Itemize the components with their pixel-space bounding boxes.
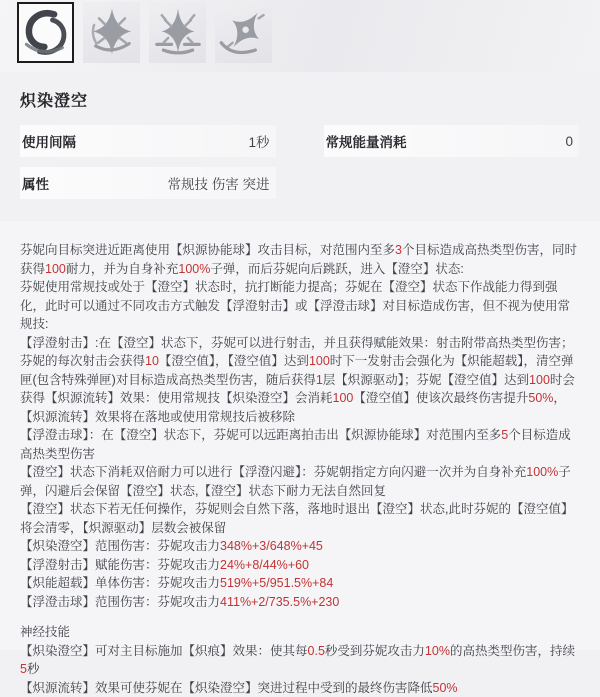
neural-paragraph: 【炽源流转】效果可使芬妮在【炽染澄空】突进过程中受到的最终伤害降低50%	[20, 679, 580, 697]
energy-label: 常规能量消耗	[326, 131, 407, 151]
skill-tabs	[0, 0, 600, 72]
shuriken-star-skill-icon	[218, 7, 270, 59]
description-paragraph: 【澄空】状态下若无任何操作，芬妮则会自然下落，落地时退出【澄空】状态,此时芬妮的【澄空值】将会清零，【炽源驱动】层数会被保留	[20, 500, 580, 537]
stats-right-column	[324, 125, 580, 209]
skill-tab-1[interactable]	[17, 2, 74, 63]
interval-value: 1秒	[248, 131, 269, 151]
neural-skills-header: 神经技能	[20, 623, 580, 642]
skill-title: 炽染澄空	[20, 88, 600, 111]
energy-value: 0	[565, 134, 573, 149]
interval-label: 使用间隔	[22, 131, 76, 151]
stat-row-attribute	[20, 167, 276, 199]
description-paragraph: 【炽染澄空】范围伤害：芬妮攻击力348%+3/648%+45	[20, 537, 580, 556]
neural-skills-description	[20, 642, 580, 697]
description-paragraph: 【澄空】状态下消耗双倍耐力可以进行【浮澄闪避】：芬妮朝指定方向闪避一次并为自身补充100%子弹，闪避后会保留【澄空】状态,【澄空】状态下耐力无法自然回复	[20, 463, 580, 500]
neural-paragraph: 【炽染澄空】可对主目标施加【炽痕】效果：使其每0.5秒受到芬妮攻击力10%的高热类型伤害，持续5秒	[20, 642, 580, 679]
attribute-value: 常规技 伤害 突进	[167, 173, 269, 193]
skill-stats	[20, 125, 579, 209]
description-paragraph: 【浮澄射击】赋能伤害：芬妮攻击力24%+8/44%+60	[20, 556, 580, 575]
stats-left-column	[20, 125, 276, 209]
description-paragraph: 芬妮使用常规技或处于【澄空】状态时，抗打断能力提高；芬妮在【澄空】状态下作战能力得到强化，此时可以通过不同攻击方式触发【浮澄射击】或【浮澄击球】对目标造成伤害，但不视为使用常规技:	[20, 278, 580, 334]
stat-row-interval	[20, 125, 276, 157]
description-paragraph: 【炽能超载】单体伤害：芬妮攻击力519%+5/951.5%+84	[20, 574, 580, 593]
swirl-orb-skill-icon	[20, 7, 72, 59]
description-paragraph: 【浮澄击球】：在【澄空】状态下，芬妮可以远距离拍击出【炽源协能球】对范围内至多5个目标造成高热类型伤害	[20, 426, 580, 463]
sparkle-star-skill-icon	[86, 7, 138, 59]
skill-description	[20, 241, 580, 611]
description-paragraph: 芬妮向目标突进近距离使用【炽源协能球】攻击目标，对范围内至多3个目标造成高热类型伤害，同时获得100耐力，并为自身补充100%子弹，而后芬妮向后跳跃，进入【澄空】状态:	[20, 241, 580, 278]
burst-star-skill-icon	[152, 7, 204, 59]
description-paragraph: 【浮澄击球】范围伤害：芬妮攻击力411%+2/735.5%+230	[20, 593, 580, 612]
skill-tab-2[interactable]	[83, 2, 140, 63]
stat-row-energy	[324, 125, 580, 157]
skill-description-panel	[0, 221, 600, 650]
description-paragraph: 【浮澄射击】:在【澄空】状态下，芬妮可以进行射击，并且获得赋能效果：射击附带高热类型伤害；芬妮的每次射击会获得10【澄空值】，【澄空值】达到100时下一发射击会强化为【炽能超载】，清空弹匣(包含特殊弹匣)对目标造成高热类型伤害，随后获得1层【炽源驱动】；芬妮【澄空值】达到100时会获得【炽源流转】效果：使用常规技【炽染澄空】会消耗100【澄空值】使该次最终伤害提升50%，【炽源流转】效果将在落地或使用常规技后被移除	[20, 334, 580, 427]
skill-tab-3[interactable]	[149, 2, 206, 63]
attribute-label: 属性	[22, 173, 49, 193]
skill-tab-4[interactable]	[215, 2, 272, 63]
